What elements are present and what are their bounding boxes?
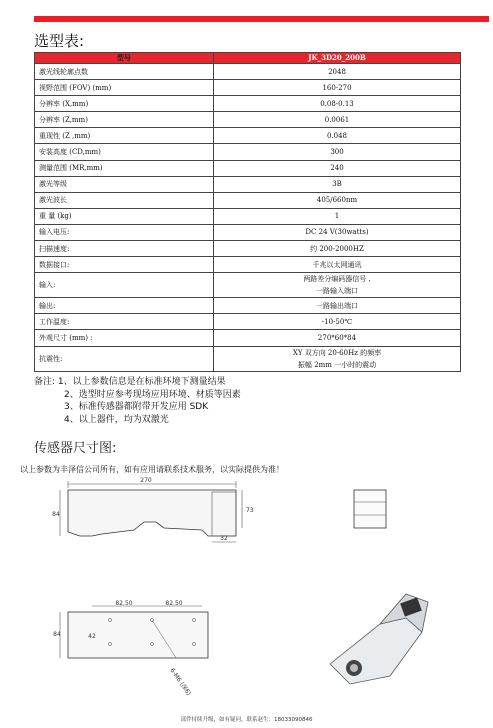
row-key: 测量范围 (MR,mm) [35, 160, 214, 176]
row-key: 重现性 (Z ,mm) [35, 128, 214, 144]
table-row [35, 160, 461, 176]
dim-left-spacing: 82.50 [115, 600, 133, 607]
row-value: 405/660nm [214, 192, 461, 208]
table-row [35, 346, 461, 371]
table-row [35, 176, 461, 192]
table-row [35, 330, 461, 346]
note-item: 1、以上参数信息是在标准环境下测量结果 [57, 377, 226, 387]
table-row [35, 224, 461, 240]
bottom-view-drawing [52, 598, 222, 697]
row-key: 扫描速度: [35, 241, 214, 257]
row-key: 抗震性: [35, 346, 214, 371]
row-key: 输入电压: [35, 224, 214, 240]
notes-label: 备注: [34, 377, 56, 387]
row-value: -10-50℃ [214, 314, 461, 330]
row-key: 输出: [35, 298, 214, 314]
dim-mid-spacing: 82.50 [165, 600, 183, 607]
note-item: 4、以上器件，均为双激光 [64, 414, 169, 425]
row-key: 分辨率 (X,mm) [35, 96, 214, 112]
table-row [35, 257, 461, 273]
row-value: 0.08-0.13 [214, 96, 461, 112]
dim-bottom-height: 84 [53, 631, 61, 638]
dim-hole-label: 6-M6 (深6) [168, 667, 193, 697]
row-value: 千兆以太网通讯 [214, 257, 461, 273]
row-value-line: XY 双方向 20-60Hz 的频率 [292, 348, 382, 357]
row-value [214, 346, 461, 371]
page-title: 选型表: [34, 32, 85, 50]
row-value: 约 200-2000HZ [214, 241, 461, 257]
table-row [35, 192, 461, 208]
table-row [35, 241, 461, 257]
row-key: 外观尺寸 (mm) : [35, 330, 214, 346]
row-value: 160-270 [214, 80, 461, 96]
row-value: 3B [214, 176, 461, 192]
dim-right-label: 73 [246, 507, 254, 514]
row-value: 240 [214, 160, 461, 176]
dim-height-label: 84 [52, 511, 60, 518]
row-value: 300 [214, 144, 461, 160]
top-view-drawing [40, 472, 254, 552]
row-key: 数据接口: [35, 257, 214, 273]
row-value-line: 两路差分编码器信号 , [303, 275, 371, 284]
row-value: 1 [214, 208, 461, 224]
disclaimer-text: 以上参数为丰泽信公司所有，如有应用请联系技术服务，以实际提供为准！ [20, 465, 284, 474]
row-value: 0.0061 [214, 112, 461, 128]
row-key: 输入: [35, 273, 214, 298]
end-view-drawing [352, 488, 392, 532]
section-title-dimensions: 传感器尺寸图: [34, 441, 117, 456]
table-header-row [35, 53, 461, 64]
row-key: 工作温度: [35, 314, 214, 330]
dim-small-label: 42 [88, 633, 96, 640]
row-key: 重 量 (kg) [35, 208, 214, 224]
table-row [35, 128, 461, 144]
note-item: 2、选型时应参考现场应用环境、材质等因素 [64, 389, 241, 400]
header-model-value: JK_3D20_200B [214, 53, 461, 64]
header-accent-bar [34, 16, 489, 22]
spec-table [34, 52, 461, 372]
table-row [35, 298, 461, 314]
row-value: 一路输出端口 [214, 298, 461, 314]
notes-block [34, 376, 241, 426]
row-key: 激光波长 [35, 192, 214, 208]
row-value: 2048 [214, 64, 461, 80]
row-key: 安装高度 (CD,mm) [35, 144, 214, 160]
row-value: 0.048 [214, 128, 461, 144]
row-key: 激光线轮廓点数 [35, 64, 214, 80]
sensor-3d-render [310, 584, 436, 694]
dim-bottom-label: 32 [220, 535, 228, 542]
header-model-label: 型号 [35, 53, 214, 64]
row-key: 视野范围 (FOV) (mm) [35, 80, 214, 96]
row-key: 激光等级 [35, 176, 214, 192]
row-value: 270*60*84 [214, 330, 461, 346]
row-key: 分辨率 (Z,mm) [35, 112, 214, 128]
row-value [214, 273, 461, 298]
note-item: 3、标准传感器都附带开发应用 SDK [64, 402, 209, 412]
row-value-line: 一路输入端口 [316, 287, 358, 296]
table-row [35, 273, 461, 298]
table-row [35, 64, 461, 80]
table-row [35, 80, 461, 96]
table-row [35, 144, 461, 160]
table-row [35, 314, 461, 330]
table-row [35, 96, 461, 112]
dim-width-label: 270 [140, 477, 152, 484]
row-value: DC 24 V(30watts) [214, 224, 461, 240]
footer-contact: 部件持续升级，如有疑问，联系赵生：18033090846 [180, 717, 313, 723]
row-value-line: 振幅 2mm 一小时的震动 [297, 360, 377, 369]
table-row [35, 112, 461, 128]
note-line [34, 376, 241, 389]
table-row [35, 208, 461, 224]
